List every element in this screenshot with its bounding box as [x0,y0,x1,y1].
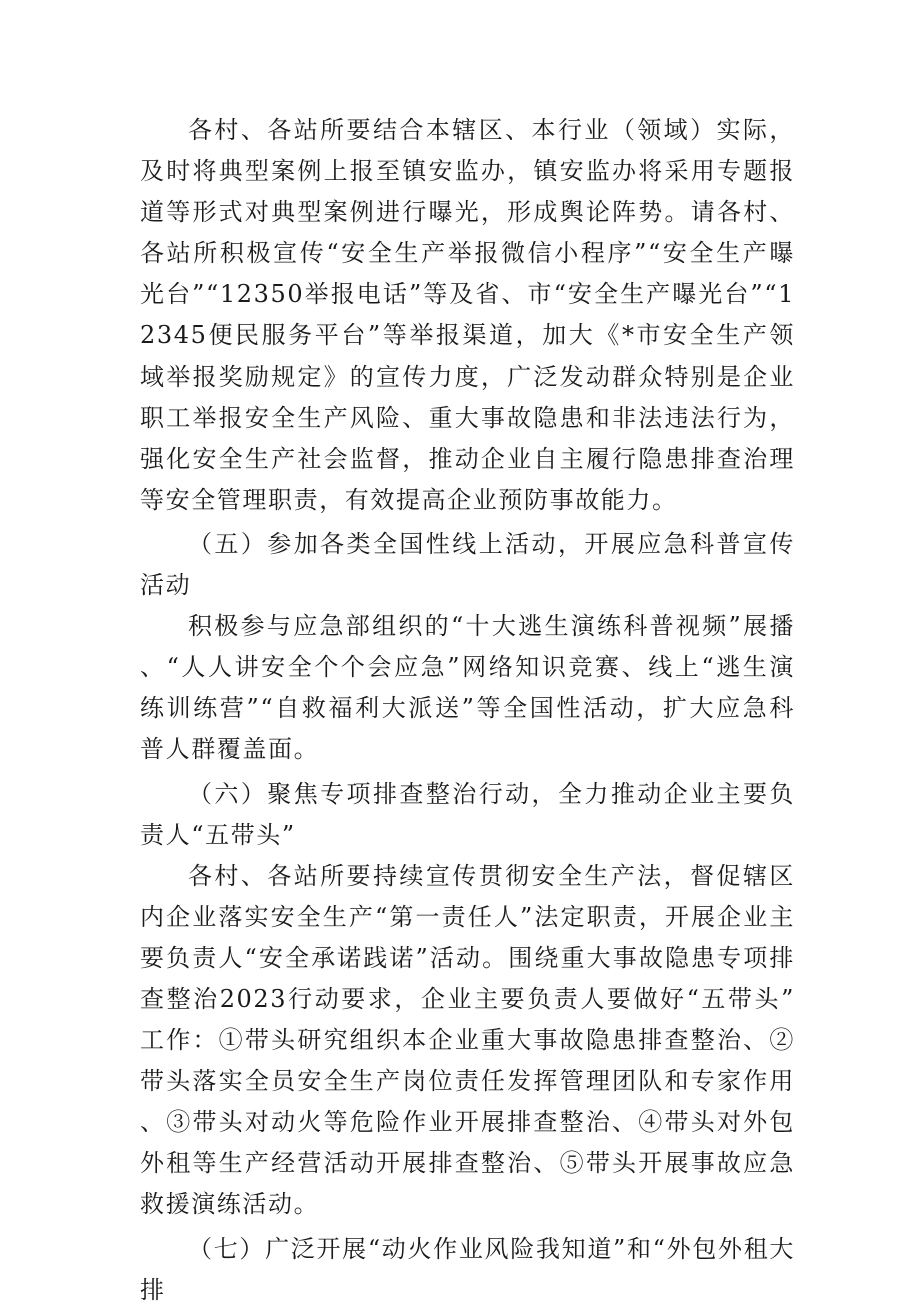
paragraph-five-leads: 各村、各站所要持续宣传贯彻安全生产法，督促辖区内企业落实安全生产“第一责任人”法定职责，开展企业主要负责人“安全承诺践诺”活动。围绕重大事故隐患专项排查整治2023行动要求，企业主要负责人要做好“五带头”工作：①带头研究组织本企业重大事故隐患排查整治、②带头落实全员安全生产岗位责任发挥管理团队和专家作用、③带头对动火等危险作业开展排查整治、④带头对外包外租等生产经营活动开展排查整治、⑤带头开展事故应急救援演练活动。 [140,861,795,1219]
section-heading-7: （七）广泛开展“动火作业风险我知道”和“外包外租大排 [140,1234,795,1304]
section-heading-6: （六）聚焦专项排查整治行动，全力推动企业主要负责人“五带头” [140,779,795,849]
section-heading-5: （五）参加各类全国性线上活动，开展应急科普宣传活动 [140,529,795,600]
paragraph-case-reporting: 各村、各站所要结合本辖区、本行业（领域）实际，及时将典型案例上报至镇安监办，镇安监办将采用专题报道等形式对典型案例进行曝光，形成舆论阵势。请各村、各站所积极宣传“安全生产举报微信小程序”“安全生产曝光台”“12350举报电话”等及省、市“安全生产曝光台”“12345便民服务平台”等举报渠道，加大《*市安全生产领域举报奖励规定》的宣传力度，广泛发动群众特别是企业职工举报安全生产风险、重大事故隐患和非法违法行为，强化安全生产社会监督，推动企业自主履行隐患排查治理等安全管理职责，有效提高企业预防事故能力。 [140,116,795,514]
document-body [140,110,795,1311]
paragraph-online-activities: 积极参与应急部组织的“十大逃生演练科普视频”展播、“人人讲安全个个会应急”网络知识竞赛、线上“逃生演练训练营”“自救福利大派送”等全国性活动，扩大应急科普人群覆盖面。 [140,612,795,764]
